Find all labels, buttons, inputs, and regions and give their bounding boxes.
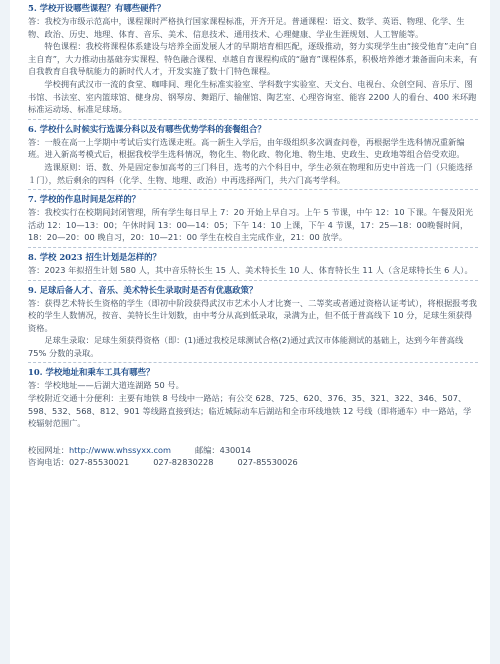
answer-paragraph: 足球生录取：足球生须获得资格（即：(1)通过我校足球测试合格(2)通过武汉市体能测试的基础上，达到今年普高线 75% 分数的录取。 bbox=[28, 335, 464, 358]
answer-paragraph: 选课原则：语、数、外是固定参加高考的三门科目，选考的六个科目中，学生必须在物理和历史中首选一门（只能选择１门），然后剩余的四科（化学、生物、地理、政治）中再选择两门，共六门高考学科。 bbox=[28, 161, 473, 185]
faq-section-10 bbox=[28, 366, 478, 429]
website-row bbox=[28, 444, 478, 457]
phone-label: 咨询电话： bbox=[28, 457, 69, 468]
question-title: 5. 学校开设哪些课程？有哪些硬件？ bbox=[28, 3, 166, 13]
answer-paragraph: 学校附近交通十分便利：主要有地铁 8 号线中一路站；有公交 628、725、620、376、35、321、322、346、507、598、532、568、812、901 等线路直接到达；临近城际动车后湖站和全市环线地铁 12 号线（即将通车）中一路站，学校辐射范围广。 bbox=[28, 393, 472, 429]
document-page bbox=[10, 0, 490, 664]
faq-section-8 bbox=[28, 251, 478, 277]
contact-footer bbox=[28, 444, 478, 469]
question-title: 9. 足球后备人才、音乐、美术特长生录取时是否有优惠政策？ bbox=[28, 284, 258, 295]
postcode-value: 430014 bbox=[219, 444, 251, 455]
website-link[interactable]: http://www.whssyxx.com bbox=[68, 444, 172, 455]
answer-paragraph: 特色课程：我校将课程体系建设与培养全面发展人才的早期培育相匹配，逐级推动，努力实现学生由“接受他育”走向“自主自育”，大力推动由基础夯实课程、特色融合课程、卓越自育课程构成的“融育”课程体系，积极培养德才兼备面向未来，有自我教育自我导航能力的新时代人才，开发实施了数十门特色课程。 bbox=[28, 41, 478, 77]
faq-section-7 bbox=[28, 193, 478, 244]
faq-section-9 bbox=[28, 284, 478, 360]
phone-number: 027-82830228 bbox=[153, 457, 214, 468]
faq-section-6 bbox=[28, 123, 478, 186]
question-title: 10. 学校地址和乘车工具有哪些？ bbox=[28, 367, 155, 378]
question-title: 8. 学校 2023 招生计划是怎样的？ bbox=[28, 251, 161, 262]
question-title: 7. 学校的作息时间是怎样的？ bbox=[28, 194, 141, 205]
phone-number: 027-85530021 bbox=[68, 457, 130, 468]
faq-section-5 bbox=[28, 2, 478, 116]
divider bbox=[28, 280, 478, 281]
question-title: 6. 学校什么时候实行选课分科以及有哪些优势学科的套餐组合？ bbox=[28, 123, 266, 134]
answer-paragraph: 答：学校地址——后湖大道连湖路 50 号。 bbox=[28, 380, 184, 391]
divider bbox=[28, 189, 478, 190]
divider bbox=[28, 362, 478, 363]
website-label: 校园网址： bbox=[28, 444, 69, 455]
divider bbox=[28, 247, 478, 248]
answer-paragraph: 答：获得艺术特长生资格的学生（即初中阶段获得武汉市艺术小人才比赛一、二等奖或者通过资格认证考试），将根据报考我校的学生人数情况，按音、美特长生计划数，由中考分从高到低录取，录满为止，但不低于普高线下 10 分，足球生须获得资格。 bbox=[28, 297, 477, 333]
answer-paragraph: 答：2023 年拟招生计划 580 人，其中音乐特长生 15 人、美术特长生 10 人、体育特长生 11 人（含足球特长生 6 人）。 bbox=[28, 264, 473, 275]
answer-paragraph: 答：一般在高一上学期中考试后实行选课走班。高一新生入学后，由年级组织多次调查问卷，再根据学生选科情况重新编班。进入新高考模式后，根据我校学生选科情况，物化生、物化政、物化地、物生地、史政生、史政地等组合倍受欢迎。 bbox=[28, 136, 465, 160]
answer-paragraph: 学校拥有武汉市一流的食堂、咖啡间、理化生标准实验室、学科数字实验室、天文台、电视台、众创空间、音乐厅、图书馆、书法室、室内篮球馆、健身房、钢琴房、舞蹈厅、输催馆、陶艺室、心理咨询室、能容 2200 人的看台、400 米环跑标准运动场、标准足球场。 bbox=[28, 78, 477, 115]
postcode-label: 邮编： bbox=[195, 444, 220, 455]
phone-number: 027-85530026 bbox=[237, 457, 298, 468]
phone-row bbox=[28, 456, 478, 469]
answer-paragraph: 答：我校实行在校期间封闭管理，所有学生每日早上 7：20 开始上早自习。上午 5 节课，中午 12：10 下课。午餐及阳光活动 12：10—13：00；午休时间 13：00—14：05；下午 14：10 上课，下午 4 节课，17：25—18：00晚餐时间，18：20—20：00 晚自习，20：10—21：00 学生在校自主完成作业，21：00 放学。 bbox=[28, 207, 474, 243]
answer-paragraph: 答：我校为市级示范高中，课程课时严格执行国家课程标准，开齐开足。普通课程：语文、数学、英语、物理、化学、生物、政治、历史、地理、体育、音乐、美术、信息技术、通用技术、心理健康、学业生涯规划、人工智能等。 bbox=[28, 16, 465, 39]
divider bbox=[28, 119, 478, 120]
